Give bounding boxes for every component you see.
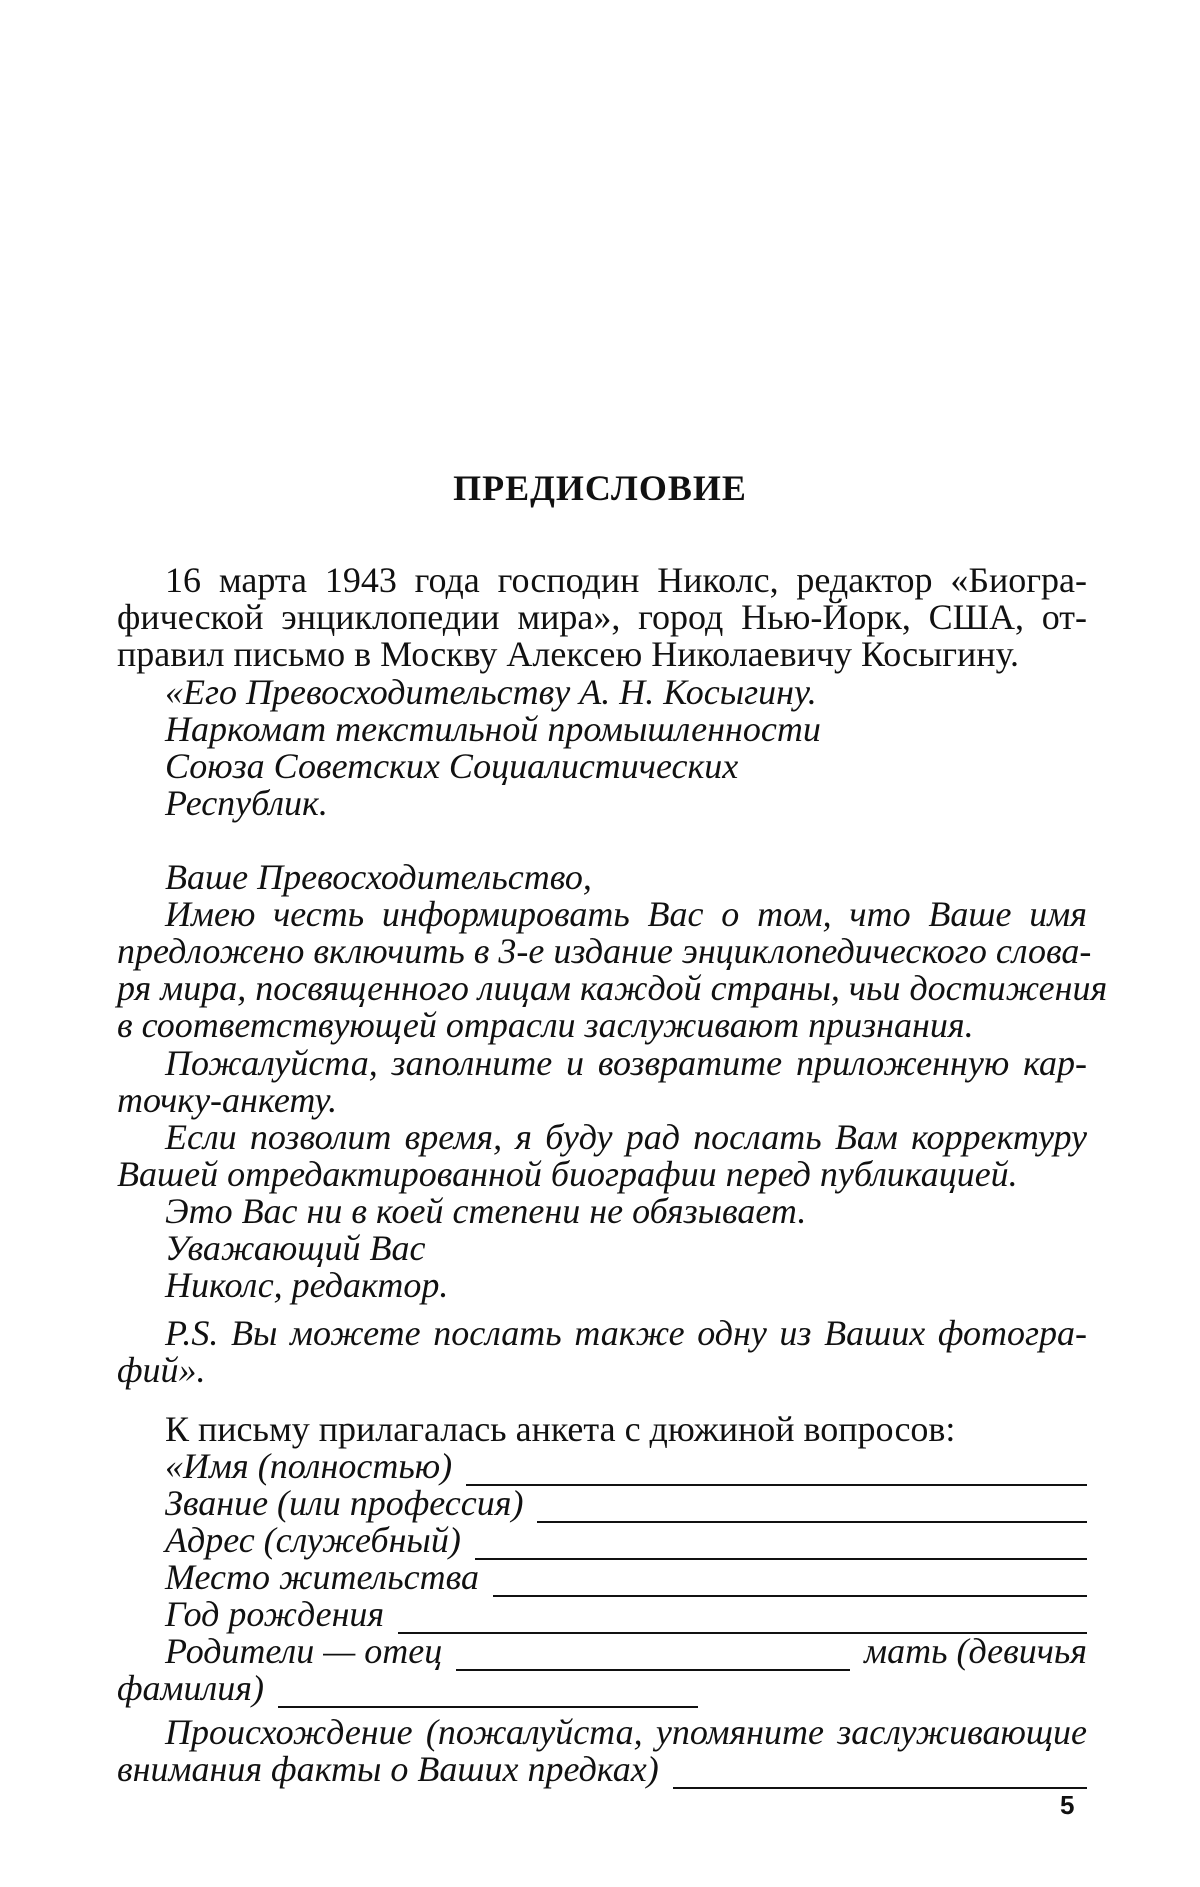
question-origin-line-1: Происхождение (пожалуйста, упомяните заслуживающие [165, 1712, 1087, 1752]
question-address-label: Адрес (служебный) [165, 1520, 461, 1560]
question-name-row [165, 1446, 1087, 1486]
letter-p1-line-4: в соответствующей отрасли заслуживают признания. [117, 1005, 974, 1045]
letter-p3-line-2: Вашей отредактированной биографии перед публикацией. [117, 1154, 1018, 1194]
question-origin-blank [673, 1757, 1087, 1789]
question-parents-row [165, 1631, 1087, 1671]
address-line-2: Наркомат текстильной промышленности [165, 709, 821, 749]
question-father-blank [456, 1639, 850, 1671]
letter-p1-line-1: Имею честь информировать Вас о том, что Ваше имя [165, 894, 1087, 934]
question-mother-row [117, 1668, 698, 1708]
letter-closing: Уважающий Вас [165, 1228, 425, 1268]
question-residence-label: Место жительства [165, 1557, 479, 1597]
question-rank-label: Звание (или профессия) [165, 1483, 523, 1523]
letter-p2-line-2: точку-анкету. [117, 1080, 337, 1120]
question-origin-label: внимания факты о Ваших предках) [117, 1749, 659, 1789]
letter-ps-line-2: фий». [117, 1350, 206, 1390]
chapter-heading: ПРЕДИСЛОВИЕ [0, 467, 1200, 509]
letter-p2-line-1: Пожалуйста, заполните и возвратите приложенную кар- [165, 1043, 1087, 1083]
question-rank-blank [537, 1491, 1087, 1523]
question-mother-label: мать (девичья [864, 1631, 1087, 1671]
intro-line-3: правил письмо в Москву Алексею Николаевичу Косыгину. [117, 634, 1019, 674]
letter-p3-line-1: Если позволит время, я буду рад послать Вам корректуру [165, 1117, 1087, 1157]
address-line-3: Союза Советских Социалистических [165, 746, 738, 786]
address-line-1: «Его Превосходительству А. Н. Косыгину. [165, 672, 817, 712]
question-name-blank [466, 1454, 1087, 1486]
question-birth-label: Год рождения [165, 1594, 384, 1634]
question-birth-blank [398, 1602, 1087, 1634]
intro-line-1: 16 марта 1943 года господин Николс, редактор «Биогра- [165, 560, 1087, 600]
address-line-4: Республик. [165, 783, 328, 823]
letter-p1-line-3: ря мира, посвященного лицам каждой страны, чьи достижения [117, 968, 1087, 1008]
question-rank-row [165, 1483, 1087, 1523]
letter-p1-line-2: предложено включить в 3-е издание энциклопедического слова- [117, 931, 1087, 971]
question-origin-row [117, 1749, 1087, 1789]
letter-salutation: Ваше Превосходительство, [165, 857, 592, 897]
question-parents-label: Родители — отец [165, 1631, 442, 1671]
letter-p4: Это Вас ни в коей степени не обязывает. [165, 1191, 806, 1231]
question-address-row [165, 1520, 1087, 1560]
question-birth-row [165, 1594, 1087, 1634]
intro-line-2: фической энциклопедии мира», город Нью-Йорк, США, от- [117, 597, 1087, 637]
question-name-label: «Имя (полностью) [165, 1446, 452, 1486]
question-mother-blank [278, 1676, 698, 1708]
question-address-blank [475, 1528, 1087, 1560]
question-mother-cont-label: фамилия) [117, 1668, 264, 1708]
questionnaire-intro: К письму прилагалась анкета с дюжиной вопросов: [165, 1409, 955, 1449]
page-number: 5 [1060, 1790, 1074, 1821]
question-residence-row [165, 1557, 1087, 1597]
letter-signature: Николс, редактор. [165, 1265, 448, 1305]
question-residence-blank [493, 1565, 1087, 1597]
book-page [0, 0, 1200, 1887]
letter-ps-line-1: P.S. Вы можете послать также одну из Ваших фотогра- [165, 1313, 1087, 1353]
